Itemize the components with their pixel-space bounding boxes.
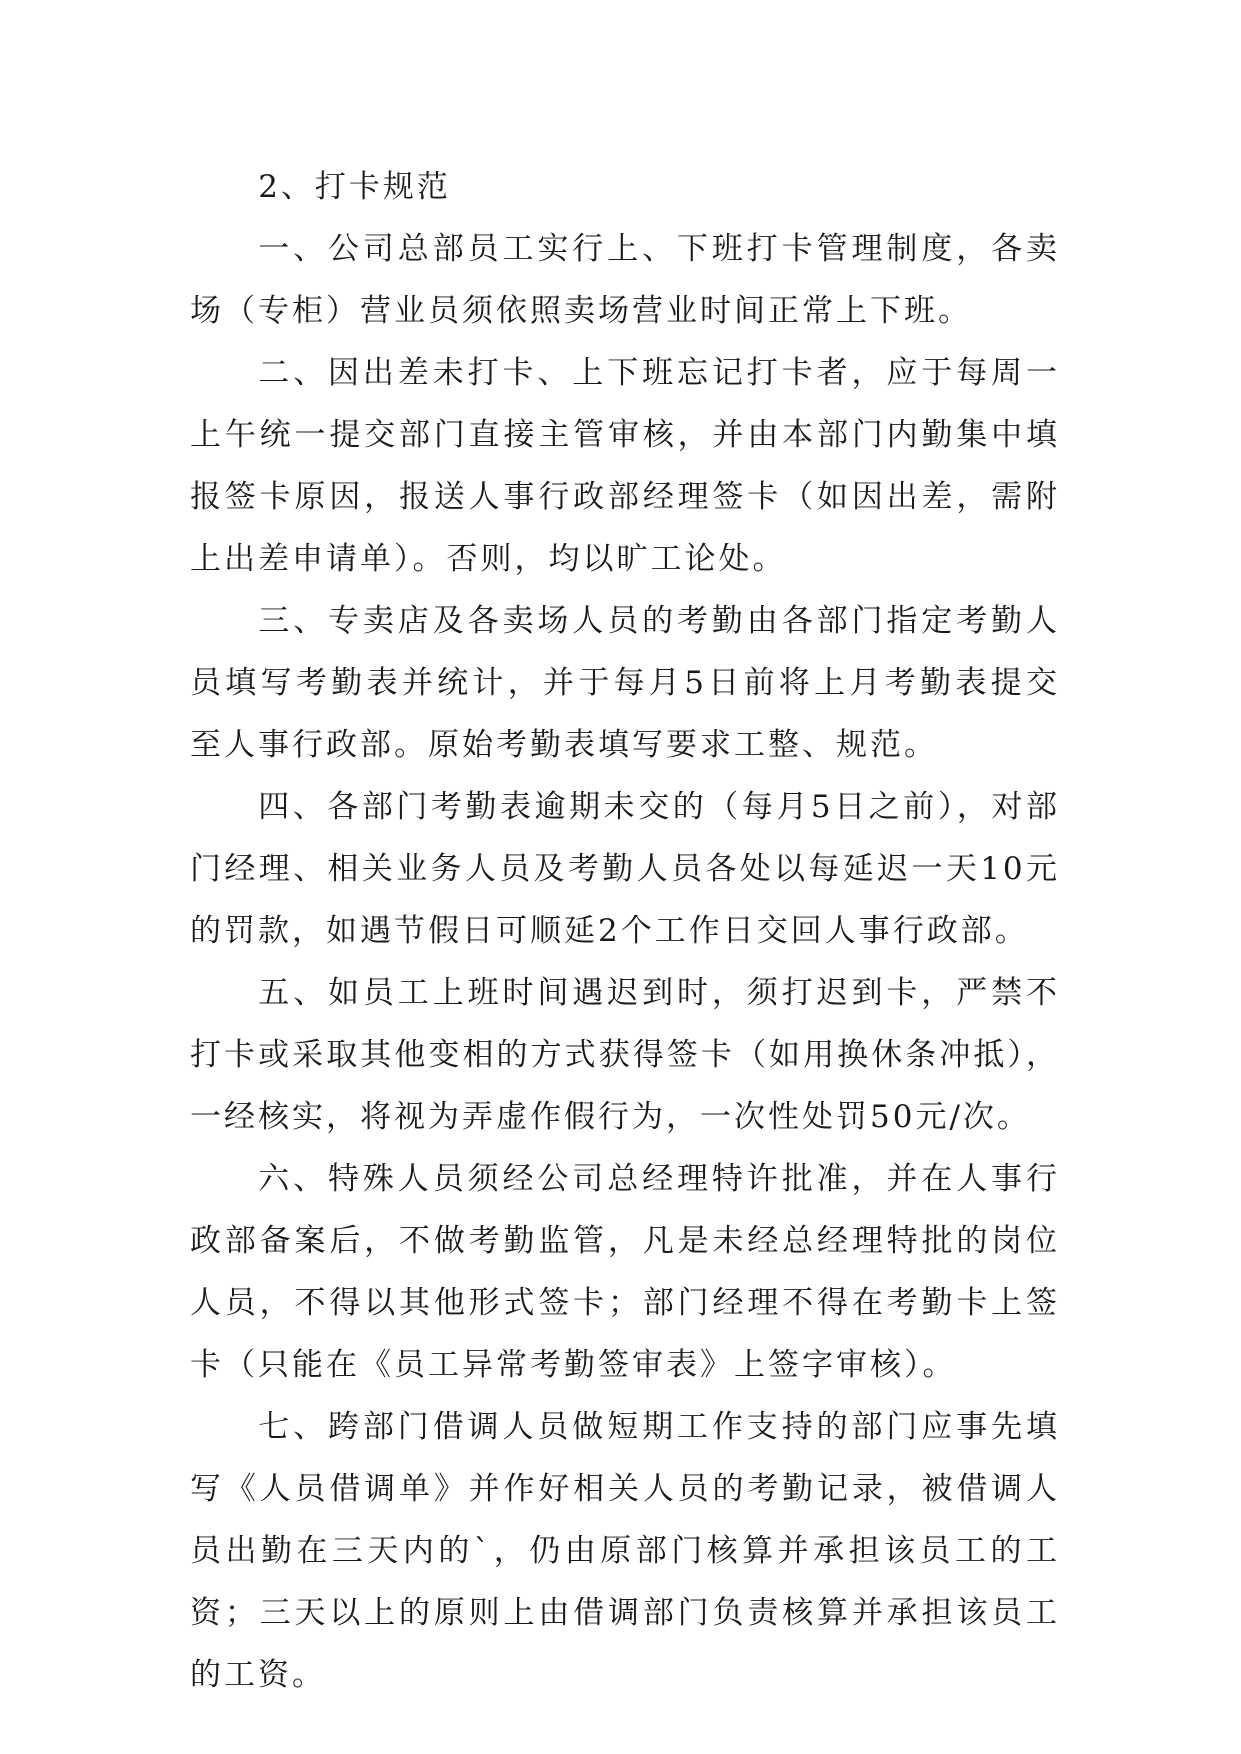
paragraph-item-5: 五、如员工上班时间遇迟到时，须打迟到卡，严禁不打卡或采取其他变相的方式获得签卡（如用换休条冲抵），一经核实，将视为弄虚作假行为，一次性处罚50元/次。: [190, 975, 1060, 1135]
paragraph-item-6: 六、特殊人员须经公司总经理特许批准，并在人事行政部备案后，不做考勤监管，凡是未经总经理特批的岗位人员，不得以其他形式签卡；部门经理不得在考勤卡上签卡（只能在《员工异常考勤签审表》上签字审核）。: [190, 1161, 1060, 1383]
document-body: [190, 156, 1060, 1706]
paragraph-item-3: 三、专卖店及各卖场人员的考勤由各部门指定考勤人员填写考勤表并统计，并于每月5日前将上月考勤表提交至人事行政部。原始考勤表填写要求工整、规范。: [190, 603, 1060, 763]
paragraph-item-7: 七、跨部门借调人员做短期工作支持的部门应事先填写《人员借调单》并作好相关人员的考勤记录，被借调人员出勤在三天内的`，仍由原部门核算并承担该员工的工资；三天以上的原则上由借调部门负责核算并承担该员工的工资。: [190, 1409, 1060, 1693]
paragraph-item-2: 二、因出差未打卡、上下班忘记打卡者，应于每周一上午统一提交部门直接主管审核，并由本部门内勤集中填报签卡原因，报送人事行政部经理签卡（如因出差，需附上出差申请单）。否则，均以旷工论处。: [190, 355, 1060, 577]
paragraph-item-1: 一、公司总部员工实行上、下班打卡管理制度，各卖场（专柜）营业员须依照卖场营业时间正常上下班。: [190, 231, 1060, 329]
section-heading: 2、打卡规范: [258, 169, 451, 205]
paragraph-item-4: 四、各部门考勤表逾期未交的（每月5日之前），对部门经理、相关业务人员及考勤人员各处以每延迟一天10元的罚款，如遇节假日可顺延2个工作日交回人事行政部。: [190, 789, 1060, 949]
